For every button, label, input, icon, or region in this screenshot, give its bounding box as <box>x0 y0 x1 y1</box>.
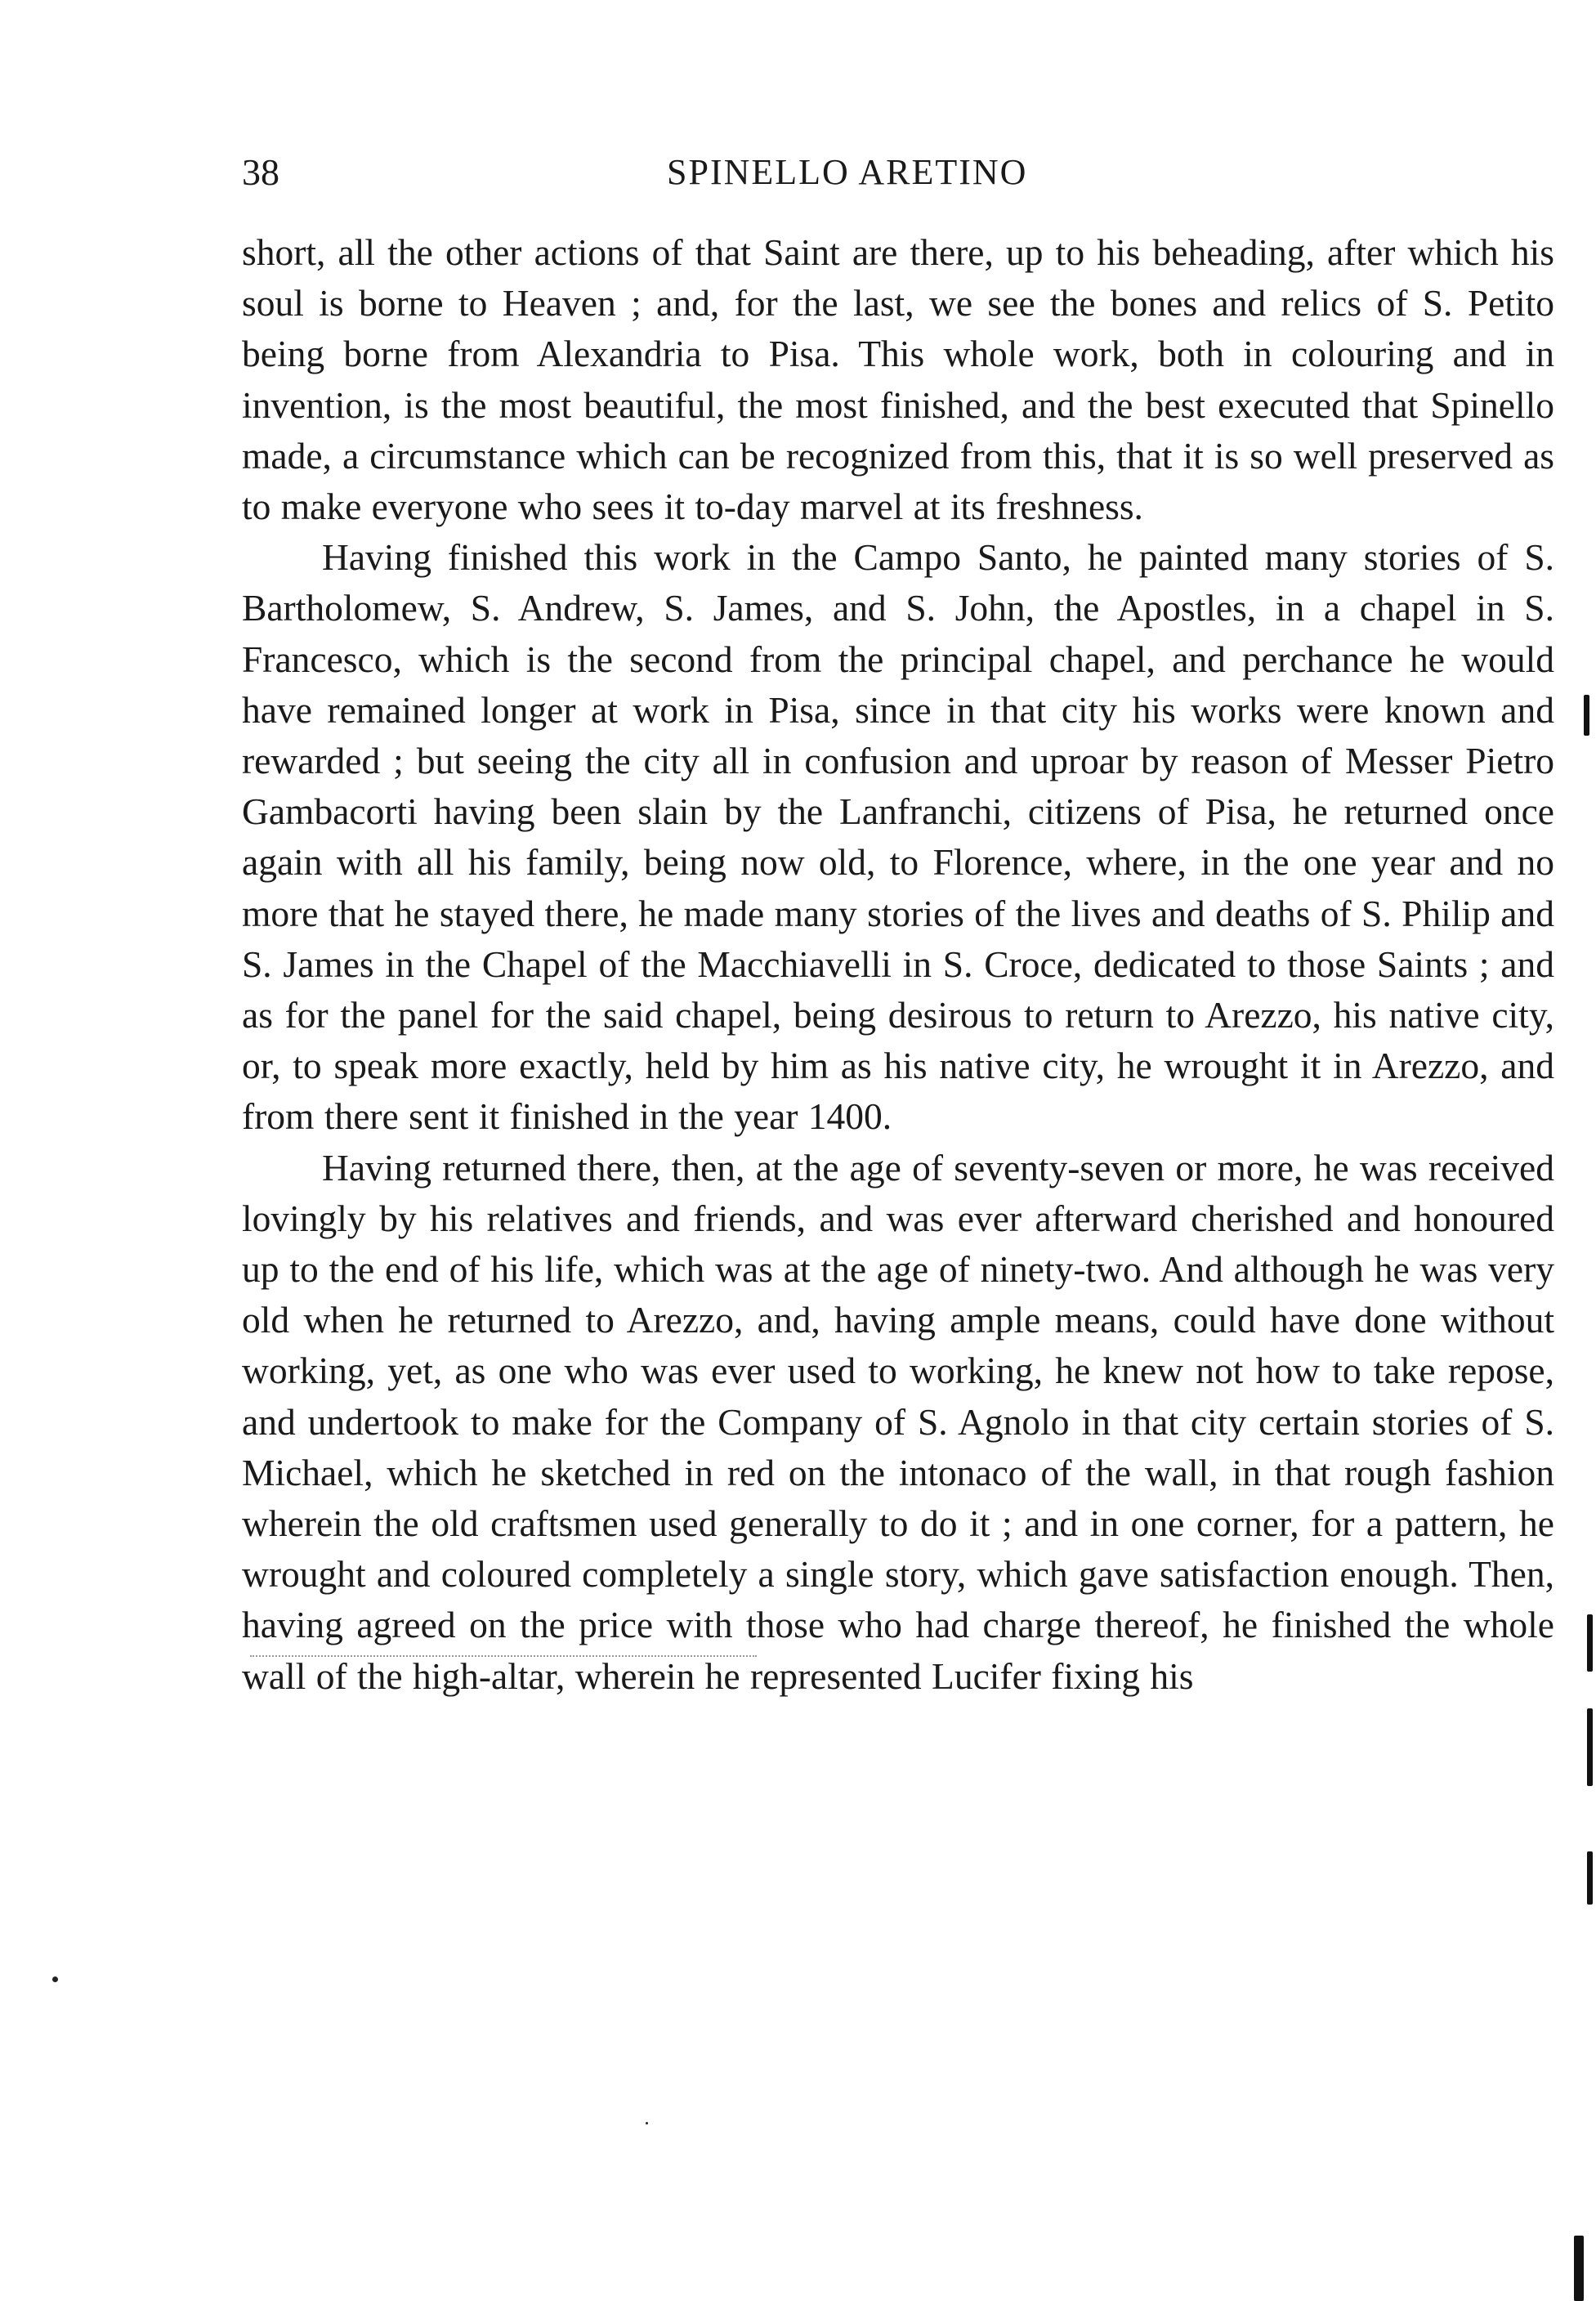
paper-speck <box>52 1976 58 1982</box>
page-header <box>242 144 1558 201</box>
paragraph-2: Having finished this work in the Campo Santo, he painted many stories of S. Bartholomew, S. Andrew, S. James, and S. John, the Apostles, in a chapel in S. Francesco, which is the second from the principal chapel, and perchance he would have remained longer at work in Pisa, since in that city his works were known and rewarded ; but seeing the city all in confusion and uproar by reason of Messer Pietro Gambacorti having been slain by the Lanfranchi, citizens of Pisa, he returned once again with all his family, being now old, to Florence, where, in the one year and no more that he stayed there, he made many stories of the lives and deaths of S. Philip and S. James in the Chapel of the Macchiavelli in S. Croce, dedicated to those Saints ; and as for the panel for the said chapel, being desirous to return to Arezzo, his native city, or, to speak more exactly, held by him as his native city, he wrought it in Arezzo, and from there sent it finished in the year 1400. <box>242 536 1554 1138</box>
margin-mark <box>1587 1851 1593 1905</box>
margin-mark <box>1587 1614 1593 1672</box>
margin-mark <box>1574 2236 1584 2301</box>
paragraph-3: Having returned there, then, at the age of seventy-seven or more, he was received lovingly by his relatives and friends, and was ever afterward cherished and honoured up to the end of his life, which was at the age of ninety-two. And although he was very old when he returned to Arezzo, and, having ample means, could have done without working, yet, as one who was ever used to working, he knew not how to take repose, and undertook to make for the Company of S. Agnolo in that city certain stories of S. Michael, which he sketched in red on the intonaco of the wall, in that rough fashion wherein the old craftsmen used generally to do it ; and in one corner, for a pattern, he wrought and coloured completely a single story, which gave satisfaction enough. Then, having agreed on the price with those who had charge thereof, he finished the whole wall of the high-altar, wherein he represented Lucifer fixing his <box>242 1146 1554 1697</box>
pencil-underline <box>250 1655 757 1657</box>
paragraph-1: short, all the other actions of that Saint are there, up to his beheading, after which his soul is borne to Heaven ; and, for the last, we see the bones and relics of S. Petito being borne from Alexandria to Pisa. This whole work, both in colouring and in invention, is the most beautiful, the most finished, and the best executed that Spinello made, a circumstance which can be recognized from this, that it is so well preserved as to make everyone who sees it to-day marvel at its freshness. <box>242 231 1554 528</box>
body-text <box>242 227 1554 1702</box>
running-title: SPINELLO ARETINO <box>667 152 1028 192</box>
paper-speck <box>646 2122 648 2124</box>
page-number: 38 <box>242 151 279 193</box>
margin-mark <box>1584 695 1589 736</box>
margin-mark <box>1587 1708 1593 1786</box>
